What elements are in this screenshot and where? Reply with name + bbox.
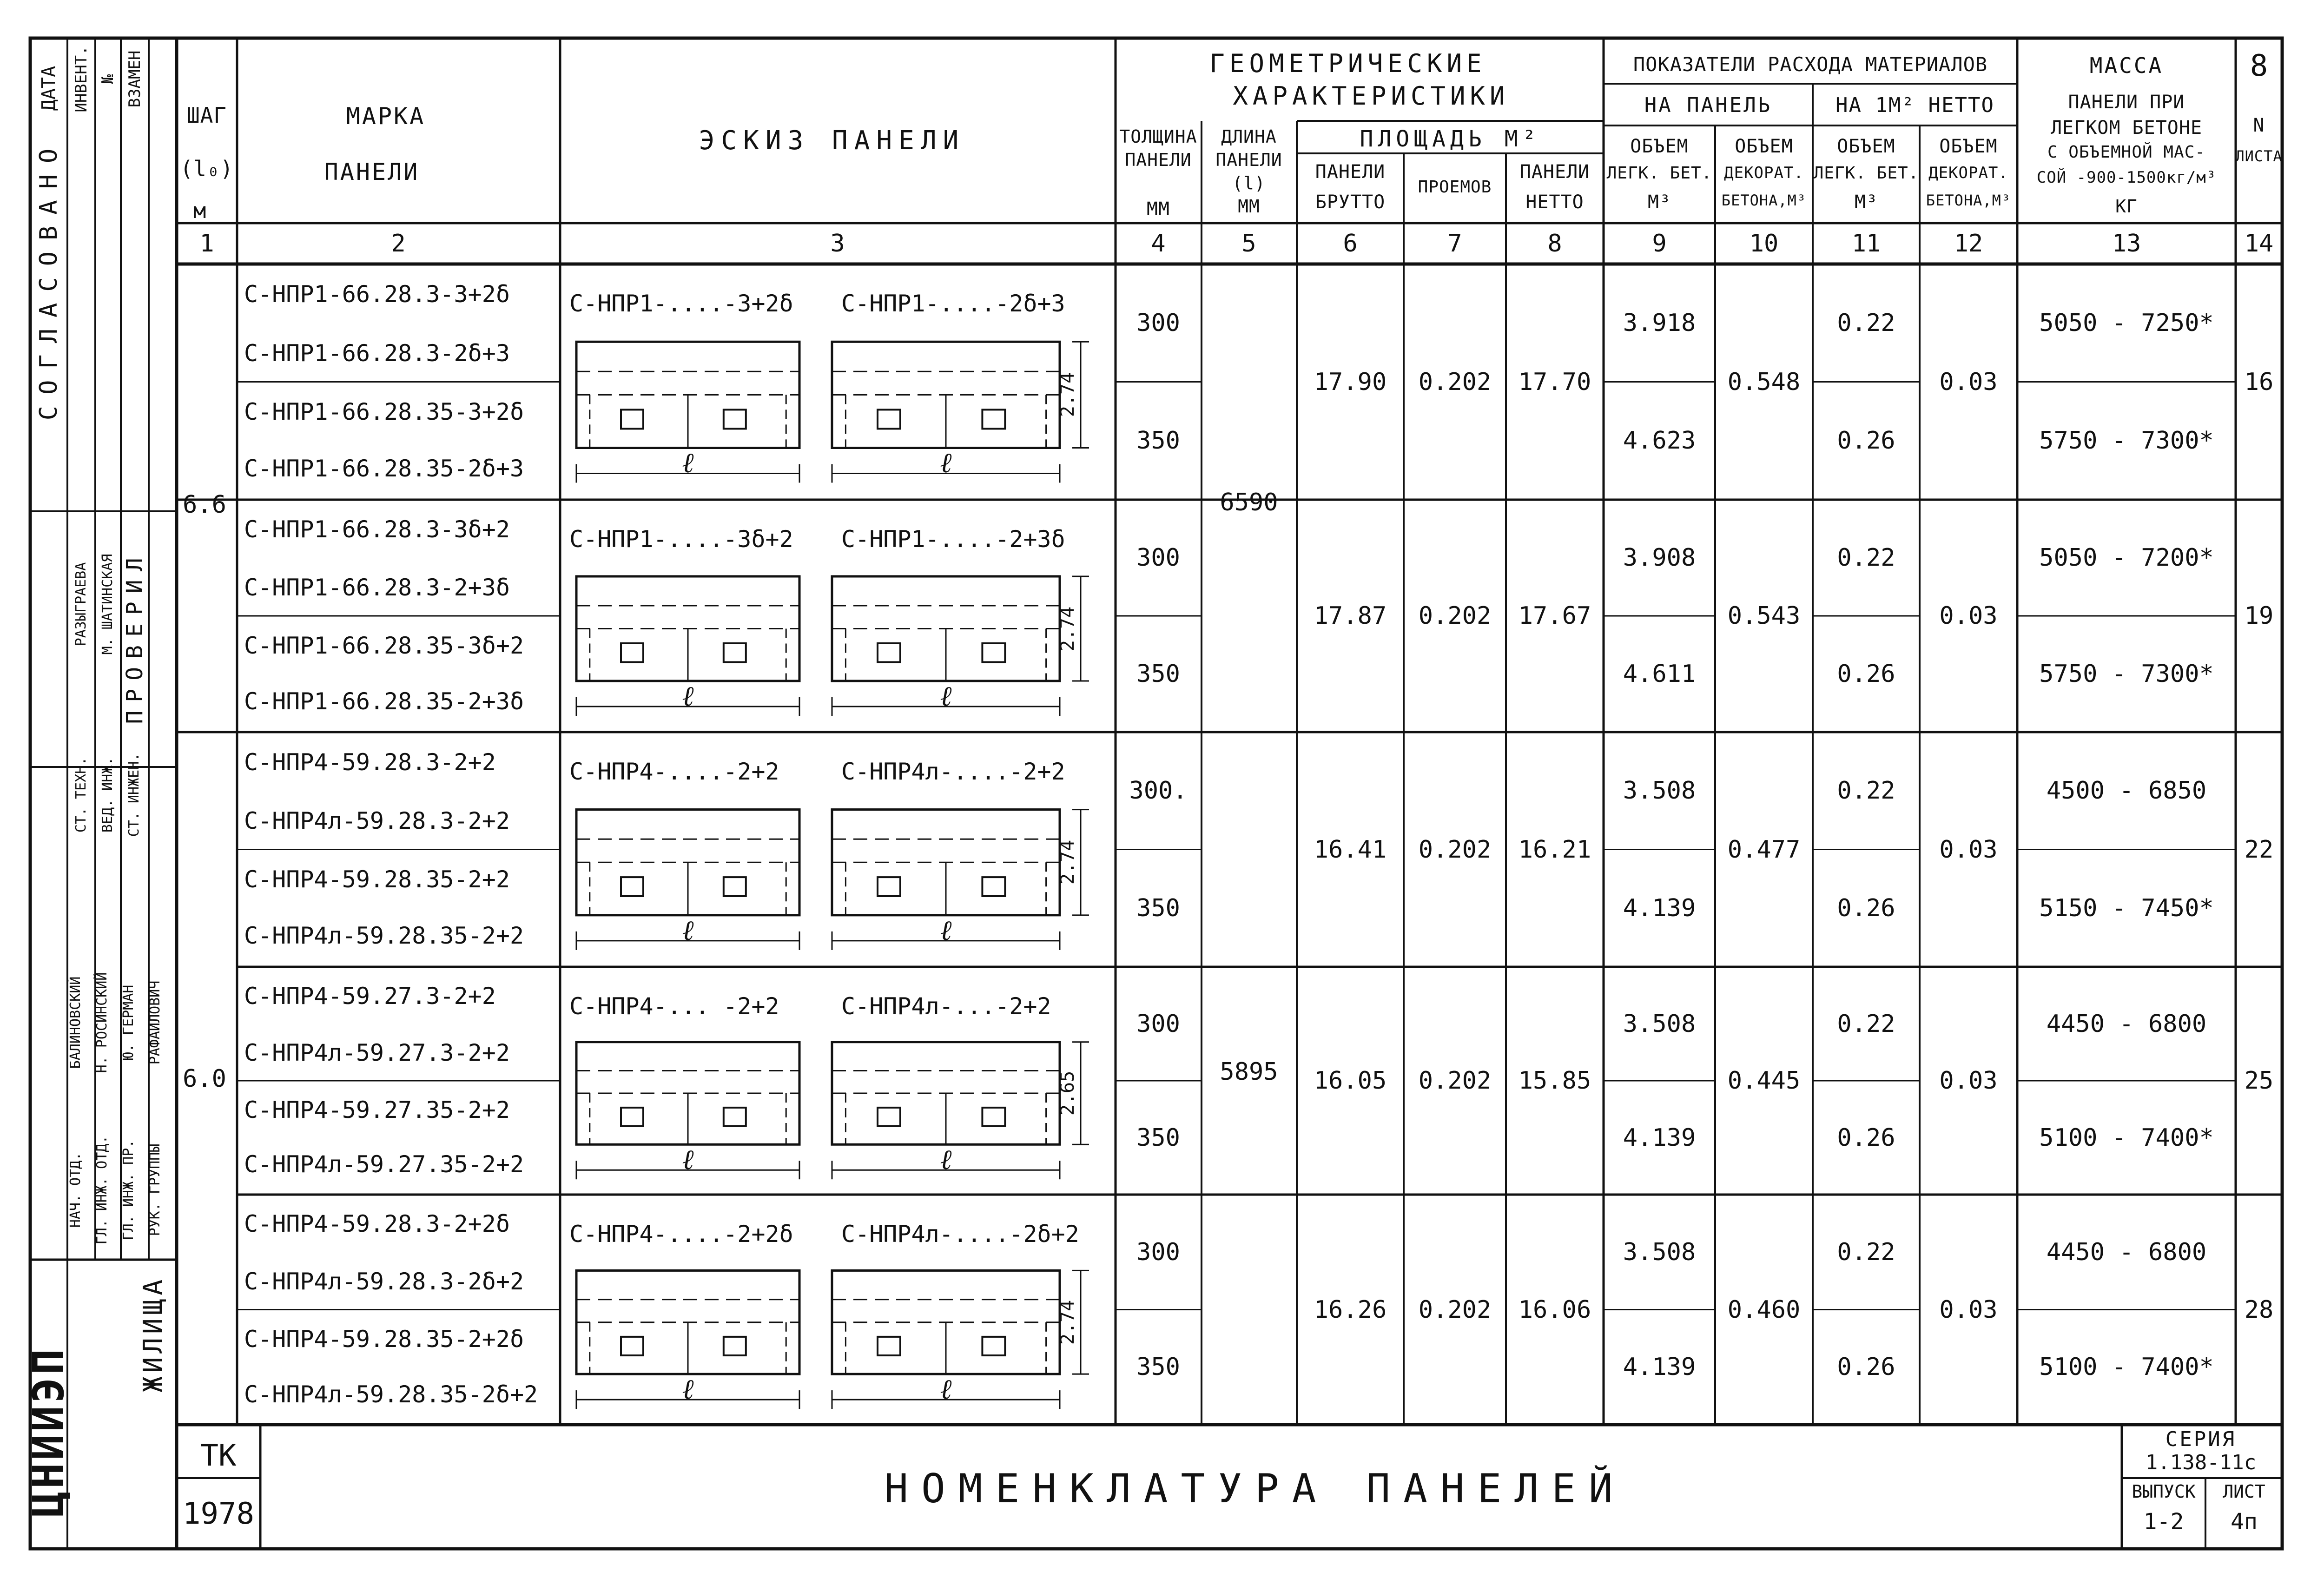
net-area-value: 15.85 bbox=[1518, 1067, 1591, 1095]
light-concrete-per-m2: 0.22 bbox=[1837, 309, 1895, 337]
hdr-step-2: (l₀) bbox=[180, 156, 234, 181]
footer-issue-value: 1-2 bbox=[2143, 1509, 2184, 1535]
hdr-length-4: ММ bbox=[1238, 196, 1260, 217]
openings-area-value: 0.202 bbox=[1418, 368, 1492, 396]
openings-area-value: 0.202 bbox=[1418, 836, 1492, 864]
thickness-value: 300 bbox=[1136, 309, 1180, 337]
net-area-value: 17.70 bbox=[1518, 368, 1591, 396]
window-opening bbox=[621, 877, 643, 896]
thickness-value: 350 bbox=[1136, 1353, 1180, 1381]
panel-mark: С-НПР4-59.28.35-2+2δ bbox=[244, 1326, 524, 1353]
light-concrete-volume: 4.139 bbox=[1623, 894, 1696, 922]
side-agreed: СОГЛАСОВАНО bbox=[35, 137, 63, 421]
window-opening bbox=[724, 1337, 746, 1355]
panel-mark: С-НПР4л-59.28.35-2+2 bbox=[244, 922, 524, 949]
hdr-length-1: ДЛИНА bbox=[1221, 126, 1277, 147]
gross-area-value: 17.87 bbox=[1314, 602, 1387, 630]
hdr-thick-3: ММ bbox=[1146, 198, 1170, 220]
sketch-label-right: С-НПР1-....-2δ+3 bbox=[841, 290, 1065, 317]
thickness-value: 300 bbox=[1136, 544, 1180, 572]
panel-mass-range: 5100 - 7400* bbox=[2039, 1353, 2214, 1381]
decorative-concrete-volume: 0.543 bbox=[1727, 602, 1801, 630]
window-opening bbox=[878, 1108, 900, 1126]
hdr-gross-2: БРУТТО bbox=[1315, 192, 1386, 213]
gross-area-value: 17.90 bbox=[1314, 368, 1387, 396]
panel-mass-range: 5750 - 7300* bbox=[2039, 427, 2214, 455]
decorative-concrete-per-m2: 0.03 bbox=[1939, 836, 1998, 864]
light-concrete-volume: 4.611 bbox=[1623, 660, 1696, 688]
light-concrete-volume: 3.508 bbox=[1623, 1010, 1696, 1038]
footer-tk: ТК bbox=[200, 1439, 237, 1473]
hdr-length-2: ПАНЕЛИ bbox=[1215, 150, 1282, 170]
column-number-11: 11 bbox=[1851, 230, 1881, 258]
hdr-mark-2: ПАНЕЛИ bbox=[324, 159, 420, 185]
side-role: РУК. ГРУППЫ bbox=[147, 1143, 163, 1236]
hdr-mark-1: МАРКА bbox=[346, 103, 426, 130]
side-role-2: СТ. ИНЖЕН. bbox=[126, 753, 142, 837]
net-area-value: 17.67 bbox=[1518, 602, 1591, 630]
hdr-mass-5: СОЙ -900-1500кг/м³ bbox=[2036, 168, 2217, 187]
footer-title: НОМЕНКЛАТУРА ПАНЕЛЕЙ bbox=[884, 1466, 1626, 1512]
hdr-thick-1: ТОЛЩИНА bbox=[1119, 126, 1197, 147]
column-number-4: 4 bbox=[1151, 230, 1166, 258]
window-opening bbox=[621, 1108, 643, 1126]
gross-area-value: 16.41 bbox=[1314, 836, 1387, 864]
hdr-vdec2-2: ДЕКОРАТ. bbox=[1928, 164, 2008, 182]
window-opening bbox=[878, 410, 900, 429]
hdr-step-3: м bbox=[193, 198, 207, 223]
hdr-gross-1: ПАНЕЛИ bbox=[1315, 161, 1386, 183]
window-opening bbox=[621, 1337, 643, 1355]
side-inv-2: № bbox=[99, 74, 117, 84]
side-name: БАЛИНОВСКИЙ bbox=[67, 976, 84, 1069]
panel-mark: С-НПР1-66.28.35-2δ+3 bbox=[244, 455, 524, 482]
footer-issue-label: ВЫПУСК bbox=[2132, 1481, 2196, 1502]
sketch-label-right: С-НПР4л-....-2δ+2 bbox=[841, 1221, 1079, 1248]
column-number-10: 10 bbox=[1749, 230, 1779, 258]
sketch-label-left: С-НПР1-....-3+2δ bbox=[569, 290, 793, 317]
side-role: НАЧ. ОТД. bbox=[67, 1152, 84, 1228]
side-role: ГЛ. ИНЖ. ПР. bbox=[120, 1139, 137, 1241]
column-number-1: 1 bbox=[199, 230, 214, 258]
light-concrete-per-m2: 0.26 bbox=[1837, 427, 1895, 455]
panel-mark: С-НПР4л-59.27.3-2+2 bbox=[244, 1039, 510, 1066]
length-symbol: ℓ bbox=[940, 914, 952, 947]
panel-mark: С-НПР4л-59.28.3-2δ+2 bbox=[244, 1268, 524, 1295]
decorative-concrete-per-m2: 0.03 bbox=[1939, 1067, 1998, 1095]
hdr-thick-2: ПАНЕЛИ bbox=[1125, 150, 1192, 170]
side-name: Ю. ГЕРМАН bbox=[120, 984, 137, 1061]
light-concrete-per-m2: 0.26 bbox=[1837, 1124, 1895, 1152]
footer-year: 1978 bbox=[182, 1497, 255, 1531]
panel-mass-range: 4450 - 6800 bbox=[2046, 1010, 2207, 1038]
length-5895: 5895 bbox=[1220, 1058, 1278, 1086]
thickness-value: 350 bbox=[1136, 1124, 1180, 1152]
hdr-mass-2: ПАНЕЛИ ПРИ bbox=[2068, 92, 2185, 113]
side-name-2: М. ШАТИНСКАЯ bbox=[99, 554, 116, 655]
side-role-2: ВЕД. ИНЖ. bbox=[99, 757, 116, 833]
length-symbol: ℓ bbox=[682, 1373, 694, 1406]
light-concrete-per-m2: 0.26 bbox=[1837, 1353, 1895, 1381]
hdr-vlight-2: ЛЕГК. БЕТ. bbox=[1606, 164, 1712, 183]
openings-area-value: 0.202 bbox=[1418, 1067, 1492, 1095]
length-symbol: ℓ bbox=[940, 1143, 952, 1176]
sketch-label-right: С-НПР4л-...-2+2 bbox=[841, 993, 1051, 1020]
light-concrete-volume: 3.508 bbox=[1623, 1238, 1696, 1266]
sheet-reference: 16 bbox=[2244, 368, 2274, 396]
light-concrete-per-m2: 0.26 bbox=[1837, 894, 1895, 922]
panel-mass-range: 5100 - 7400* bbox=[2039, 1124, 2214, 1152]
window-opening bbox=[724, 643, 746, 662]
hdr-vdec2-3: БЕТОНА,М³ bbox=[1926, 192, 2011, 209]
decorative-concrete-volume: 0.548 bbox=[1727, 368, 1801, 396]
hdr-vlight2-3: М³ bbox=[1854, 192, 1878, 213]
light-concrete-volume: 4.623 bbox=[1623, 427, 1696, 455]
side-checked: ПРОВЕРИЛ bbox=[122, 549, 148, 724]
sketch-label-left: С-НПР4-....-2+2δ bbox=[569, 1221, 793, 1248]
hdr-vlight-3: М³ bbox=[1647, 192, 1671, 213]
panel-mark: С-НПР1-66.28.35-2+3δ bbox=[244, 688, 524, 715]
panel-mark: С-НПР1-66.28.35-3+2δ bbox=[244, 398, 524, 425]
panel-mark: С-НПР1-66.28.3-2δ+3 bbox=[244, 340, 510, 367]
panel-mark: С-НПР1-66.28.35-3δ+2 bbox=[244, 632, 524, 659]
footer-series-value: 1.138-11с bbox=[2145, 1451, 2257, 1474]
light-concrete-volume: 4.139 bbox=[1623, 1124, 1696, 1152]
side-name-2: РАЗЫГРАЕВА bbox=[73, 562, 89, 647]
length-symbol: ℓ bbox=[682, 914, 694, 947]
panel-mass-range: 5150 - 7450* bbox=[2039, 894, 2214, 922]
panel-sketch bbox=[832, 810, 1089, 950]
decorative-concrete-per-m2: 0.03 bbox=[1939, 368, 1998, 396]
panel-mark: С-НПР1-66.28.3-3δ+2 bbox=[244, 516, 510, 543]
hdr-mass-3: ЛЕГКОМ БЕТОНЕ bbox=[2050, 117, 2203, 139]
sheet-reference: 28 bbox=[2244, 1296, 2274, 1324]
length-symbol: ℓ bbox=[682, 447, 694, 479]
light-concrete-per-m2: 0.22 bbox=[1837, 544, 1895, 572]
hdr-mass-6: КГ bbox=[2115, 196, 2138, 217]
panel-sketch bbox=[832, 576, 1089, 716]
thickness-value: 300 bbox=[1136, 1238, 1180, 1266]
hdr-vdec-1: ОБЪЕМ bbox=[1735, 136, 1793, 157]
panel-height-label: 2.65 bbox=[1057, 1070, 1078, 1116]
hdr-vlight-1: ОБЪЕМ bbox=[1630, 136, 1689, 157]
panel-sketch bbox=[832, 1042, 1089, 1180]
window-opening bbox=[982, 643, 1005, 662]
hdr-vdec-3: БЕТОНА,М³ bbox=[1721, 192, 1807, 209]
panel-mark: С-НПР4л-59.27.35-2+2 bbox=[244, 1151, 524, 1178]
window-opening bbox=[878, 877, 900, 896]
window-opening bbox=[878, 643, 900, 662]
light-concrete-volume: 3.918 bbox=[1623, 309, 1696, 337]
side-name: Н. РОСИНСКИЙ bbox=[94, 972, 110, 1073]
hdr-sheet-1: N bbox=[2253, 115, 2265, 136]
gross-area-value: 16.26 bbox=[1314, 1296, 1387, 1324]
side-date: ДАТА bbox=[38, 66, 59, 111]
window-opening bbox=[621, 643, 643, 662]
decorative-concrete-volume: 0.477 bbox=[1727, 836, 1801, 864]
panel-height-label: 2.74 bbox=[1057, 606, 1078, 651]
hdr-vlight2-1: ОБЪЕМ bbox=[1837, 136, 1895, 157]
hdr-openings: ПРОЕМОВ bbox=[1418, 178, 1492, 197]
thickness-value: 350 bbox=[1136, 894, 1180, 922]
column-number-12: 12 bbox=[1954, 230, 1983, 258]
hdr-vdec-2: ДЕКОРАТ. bbox=[1724, 164, 1804, 182]
length-symbol: ℓ bbox=[940, 1373, 952, 1406]
sketch-label-right: С-НПР1-....-2+3δ bbox=[841, 526, 1065, 553]
net-area-value: 16.06 bbox=[1518, 1296, 1591, 1324]
thickness-value: 350 bbox=[1136, 660, 1180, 688]
window-opening bbox=[621, 410, 643, 429]
light-concrete-volume: 4.139 bbox=[1623, 1353, 1696, 1381]
column-number-8: 8 bbox=[1547, 230, 1562, 258]
hdr-geom-1: ГЕОМЕТРИЧЕСКИЕ bbox=[1209, 49, 1486, 78]
step-value-6-0: 6.0 bbox=[183, 1065, 226, 1093]
window-opening bbox=[724, 1108, 746, 1126]
panel-mark: С-НПР4-59.28.3-2+2δ bbox=[244, 1210, 510, 1237]
sheet-reference: 25 bbox=[2244, 1067, 2274, 1095]
light-concrete-per-m2: 0.22 bbox=[1837, 1010, 1895, 1038]
hdr-mass-1: МАССА bbox=[2089, 53, 2164, 78]
panel-height-label: 2.74 bbox=[1057, 840, 1078, 885]
side-role-2: СТ. ТЕХН. bbox=[73, 757, 89, 833]
footer-series-label: СЕРИЯ bbox=[2165, 1427, 2237, 1451]
side-inv-1: ИНВЕНТ. bbox=[72, 46, 91, 112]
side-org2: ЖИЛИЩА bbox=[138, 1275, 168, 1393]
light-concrete-per-m2: 0.22 bbox=[1837, 777, 1895, 805]
panel-height-label: 2.74 bbox=[1057, 1300, 1078, 1345]
panel-sketch bbox=[832, 1270, 1089, 1409]
length-symbol: ℓ bbox=[940, 447, 952, 479]
light-concrete-volume: 3.508 bbox=[1623, 777, 1696, 805]
decorative-concrete-volume: 0.445 bbox=[1727, 1067, 1801, 1095]
panel-mark: С-НПР4-59.27.3-2+2 bbox=[244, 983, 496, 1010]
panel-mark: С-НПР4-59.28.35-2+2 bbox=[244, 866, 510, 893]
window-opening bbox=[878, 1337, 900, 1355]
decorative-concrete-per-m2: 0.03 bbox=[1939, 1296, 1998, 1324]
openings-area-value: 0.202 bbox=[1418, 1296, 1492, 1324]
decorative-concrete-per-m2: 0.03 bbox=[1939, 602, 1998, 630]
side-name: РАФАИЛОВИЧ bbox=[147, 980, 163, 1065]
panel-mark: С-НПР4-59.27.35-2+2 bbox=[244, 1097, 510, 1123]
column-number-13: 13 bbox=[2112, 230, 2141, 258]
length-symbol: ℓ bbox=[682, 680, 694, 713]
hdr-per-panel: НА ПАНЕЛЬ bbox=[1644, 93, 1772, 117]
panel-sketch bbox=[832, 342, 1089, 482]
hdr-mass-4: С ОБЪЕМНОЙ МАС- bbox=[2047, 143, 2206, 162]
panel-mark: С-НПР4л-59.28.3-2+2 bbox=[244, 807, 510, 834]
step-value-6-6: 6.6 bbox=[183, 491, 226, 519]
hdr-net-2: НЕТТО bbox=[1525, 192, 1584, 213]
column-number-14: 14 bbox=[2244, 230, 2274, 258]
sheet-reference: 22 bbox=[2244, 836, 2274, 864]
window-opening bbox=[724, 877, 746, 896]
light-concrete-per-m2: 0.22 bbox=[1837, 1238, 1895, 1266]
length-symbol: ℓ bbox=[682, 1143, 694, 1176]
column-number-3: 3 bbox=[830, 230, 845, 258]
sheet-number: 8 bbox=[2250, 49, 2268, 83]
decorative-concrete-volume: 0.460 bbox=[1727, 1296, 1801, 1324]
side-org: ЦНИИЭП bbox=[24, 1346, 73, 1518]
thickness-value: 300 bbox=[1136, 1010, 1180, 1038]
window-opening bbox=[982, 877, 1005, 896]
panel-mass-range: 4500 - 6850 bbox=[2046, 777, 2207, 805]
window-opening bbox=[982, 1108, 1005, 1126]
light-concrete-volume: 3.908 bbox=[1623, 544, 1696, 572]
sketch-label-left: С-НПР1-....-3δ+2 bbox=[569, 526, 793, 553]
hdr-vdec2-1: ОБЪЕМ bbox=[1939, 136, 1998, 157]
sketch-label-right: С-НПР4л-....-2+2 bbox=[841, 758, 1065, 785]
thickness-value: 350 bbox=[1136, 427, 1180, 455]
openings-area-value: 0.202 bbox=[1418, 602, 1492, 630]
hdr-geom-2: ХАРАКТЕРИСТИКИ bbox=[1233, 81, 1510, 111]
hdr-length-3: (l) bbox=[1232, 173, 1266, 193]
hdr-sheet-2: ЛИСТА bbox=[2235, 147, 2283, 165]
sketch-label-left: С-НПР4-....-2+2 bbox=[569, 758, 779, 785]
panel-mark: С-НПР1-66.28.3-3+2δ bbox=[244, 281, 510, 308]
gross-area-value: 16.05 bbox=[1314, 1067, 1387, 1095]
panel-mass-range: 5750 - 7300* bbox=[2039, 660, 2214, 688]
footer-list-label: ЛИСТ bbox=[2223, 1481, 2265, 1502]
column-number-9: 9 bbox=[1652, 230, 1667, 258]
hdr-materials: ПОКАЗАТЕЛИ РАСХОДА МАТЕРИАЛОВ bbox=[1633, 53, 1988, 76]
hdr-net-1: ПАНЕЛИ bbox=[1519, 161, 1590, 183]
length-symbol: ℓ bbox=[940, 680, 952, 713]
hdr-step-1: ШАГ bbox=[186, 103, 227, 128]
sheet-reference: 19 bbox=[2244, 602, 2274, 630]
panel-mass-range: 4450 - 6800 bbox=[2046, 1238, 2207, 1266]
panel-height-label: 2.74 bbox=[1057, 372, 1078, 417]
window-opening bbox=[982, 410, 1005, 429]
length-6590: 6590 bbox=[1220, 489, 1278, 516]
hdr-vlight2-2: ЛЕГК. БЕТ. bbox=[1813, 164, 1919, 183]
window-opening bbox=[724, 410, 746, 429]
column-number-6: 6 bbox=[1343, 230, 1358, 258]
light-concrete-per-m2: 0.26 bbox=[1837, 660, 1895, 688]
column-number-5: 5 bbox=[1241, 230, 1256, 258]
panel-mark: С-НПР4л-59.28.35-2δ+2 bbox=[244, 1381, 538, 1408]
footer-list-value: 4п bbox=[2231, 1509, 2258, 1535]
hdr-area: ПЛОЩАДЬ М² bbox=[1360, 126, 1541, 152]
panel-mass-range: 5050 - 7200* bbox=[2039, 544, 2214, 572]
column-number-7: 7 bbox=[1447, 230, 1462, 258]
hdr-sketch: ЭСКИЗ ПАНЕЛИ bbox=[699, 126, 965, 156]
panel-mark: С-НПР4-59.28.3-2+2 bbox=[244, 749, 496, 776]
sketch-label-left: С-НПР4-... -2+2 bbox=[569, 993, 779, 1020]
side-role: ГЛ. ИНЖ. ОТД. bbox=[94, 1135, 110, 1245]
panel-mark: С-НПР1-66.28.3-2+3δ bbox=[244, 574, 510, 601]
net-area-value: 16.21 bbox=[1518, 836, 1591, 864]
column-number-2: 2 bbox=[391, 230, 406, 258]
side-replace: ВЗАМЕН bbox=[125, 50, 144, 108]
panel-mass-range: 5050 - 7250* bbox=[2039, 309, 2214, 337]
window-opening bbox=[982, 1337, 1005, 1355]
thickness-value: 300. bbox=[1129, 777, 1188, 805]
hdr-per-m2: НА 1М² НЕТТО bbox=[1835, 93, 1994, 117]
